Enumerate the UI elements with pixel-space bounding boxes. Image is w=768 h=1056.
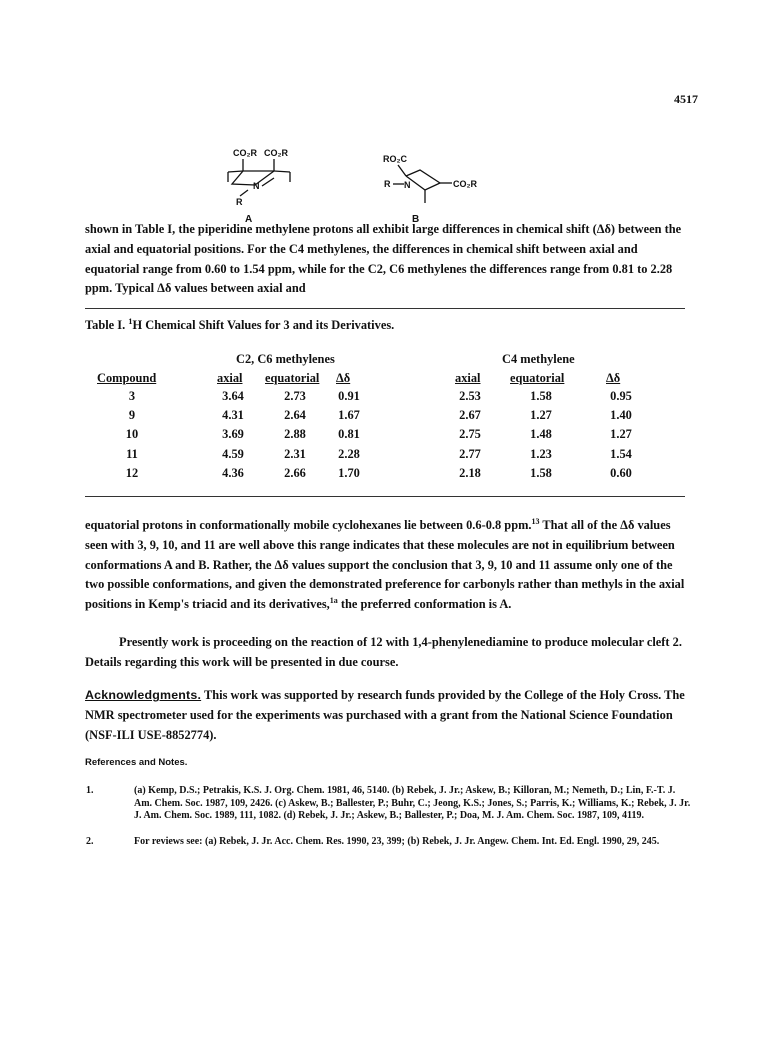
- cell-delta-c4: 1.54: [610, 446, 632, 461]
- structure-b: [383, 154, 477, 225]
- cell-compound: 11: [126, 446, 138, 461]
- cell-equatorial-c2-c6: 2.64: [284, 408, 306, 423]
- structure-a: [228, 148, 290, 225]
- cell-compound: 9: [128, 408, 136, 423]
- cell-axial-c2-c6: 3.69: [222, 427, 244, 442]
- cell-axial-c2-c6: 3.64: [222, 389, 244, 403]
- table-caption-superscript: 1: [128, 315, 133, 326]
- cell-delta-c2-c6: 0.91: [338, 389, 360, 403]
- structure-a-co2r-left: CO₂R: [233, 148, 257, 158]
- cell-axial-c4: 2.75: [459, 427, 481, 442]
- cell-equatorial-c4: 1.58: [530, 389, 552, 403]
- cell-compound: 10: [125, 427, 139, 442]
- cell-delta-c2-c6: 0.81: [338, 427, 360, 442]
- cell-equatorial-c2-c6: 2.31: [284, 446, 306, 461]
- structure-b-r: R: [384, 179, 391, 189]
- structure-a-label: A: [245, 214, 253, 225]
- cell-delta-c4: 1.40: [610, 408, 632, 423]
- table-rule-top: [85, 308, 685, 309]
- cell-axial-c2-c6: 4.59: [222, 446, 244, 461]
- column-axial-c2-c6: axial: [217, 371, 243, 385]
- acknowledgments-text: This work was supported by research funds provided by the College of the Holy Cross. The NMR spectrometer used for the experiments was purchased with a grant from the National Science Foundation (NSF-ILI USE-8852774).: [85, 688, 685, 742]
- structure-a-r: R: [236, 197, 243, 207]
- acknowledgments-paragraph: [85, 686, 689, 745]
- structure-b-co2r: CO₂R: [453, 179, 477, 189]
- group-heading-c2-c6: C2, C6 methylenes: [236, 352, 335, 366]
- paragraph-3: Presently work is proceeding on the reaction of 12 with 1,4-phenylenediamine to produce molecular cleft 2. Details regarding this work will be presented in due course.: [85, 635, 682, 669]
- citation-13: 13: [531, 516, 540, 526]
- column-equatorial-c2-c6: equatorial: [265, 371, 320, 385]
- column-compound: Compound: [97, 371, 157, 385]
- cell-delta-c4: 0.60: [610, 465, 632, 480]
- paragraph-1: shown in Table I, the piperidine methylene protons all exhibit large differences in chemical shift (Δδ) between the axial and equatorial positions. For the C4 methylenes, the differences in chemical shift between axial and equatorial range from 0.60 to 1.54 ppm, while for the C2, C6 methylenes the differences range from 0.81 to 2.28 ppm. Typical Δδ values between axial and: [85, 222, 682, 296]
- cell-delta-c2-c6: 2.28: [338, 446, 360, 461]
- cell-delta-c2-c6: 1.67: [338, 408, 360, 423]
- paragraph-2-part-a: equatorial protons in conformationally mobile cyclohexanes lie between 0.6-0.8 ppm.: [85, 518, 532, 532]
- cell-equatorial-c4: 1.48: [530, 427, 552, 442]
- column-equatorial-c4: equatorial: [510, 371, 565, 385]
- cell-compound: 3: [128, 389, 136, 403]
- references-title: References and Notes.: [85, 757, 188, 768]
- column-delta-c4: Δδ: [606, 371, 621, 385]
- cell-equatorial-c4: 1.58: [530, 465, 552, 480]
- structure-a-co2r-right: CO₂R: [264, 148, 288, 158]
- cell-equatorial-c2-c6: 2.66: [284, 465, 306, 480]
- cell-axial-c2-c6: 4.31: [222, 408, 244, 423]
- acknowledgments-heading: Acknowledgments.: [85, 688, 202, 702]
- cell-axial-c4: 2.67: [459, 408, 481, 423]
- cell-axial-c2-c6: 4.36: [222, 465, 244, 480]
- paragraph-2-part-b: That all of the Δδ values seen with 3, 9, 10, and 11 are well above this range indicates that these molecules are not in equilibrium between conformations A and B. Rather, the Δδ values support the conclusion that 3, 9, 10 and 11 assume only one of the two possible conformations, and given the demonstrated preference for carbonyls rather than methyls in the axial positions in Kemp's triacid and its derivatives,: [85, 518, 685, 612]
- column-delta-c2-c6: Δδ: [336, 371, 351, 385]
- cell-axial-c4: 2.77: [459, 446, 481, 461]
- structure-b-label: B: [412, 214, 420, 225]
- cell-delta-c4: 1.27: [610, 427, 632, 442]
- cell-delta-c2-c6: 1.70: [338, 465, 360, 480]
- paragraph-2-part-c: the preferred conformation is A.: [337, 597, 512, 612]
- citation-1a: 1a: [329, 596, 338, 606]
- column-axial-c4: axial: [455, 371, 481, 385]
- cell-axial-c4: 2.18: [459, 465, 481, 480]
- table-caption-text: H Chemical Shift Values for 3 and its Derivatives.: [132, 318, 395, 332]
- table-caption: [85, 315, 395, 333]
- structure-b-ro2c: RO₂C: [383, 154, 407, 164]
- cell-equatorial-c2-c6: 2.88: [284, 427, 306, 442]
- structure-a-n: N: [253, 181, 260, 191]
- structure-b-n: N: [404, 180, 411, 190]
- cell-delta-c4: 0.95: [610, 389, 632, 403]
- paragraph-2: [85, 516, 689, 615]
- table-caption-prefix: Table I.: [85, 318, 126, 332]
- cell-axial-c4: 2.53: [459, 389, 481, 403]
- cell-compound: 12: [125, 465, 139, 480]
- group-heading-c4: C4 methylene: [502, 352, 575, 366]
- reference-number: 1.: [86, 785, 94, 796]
- cell-equatorial-c2-c6: 2.73: [284, 389, 306, 403]
- reference-text: For reviews see: (a) Rebek, J. Jr. Acc. Chem. Res. 1990, 23, 399; (b) Rebek, J. Jr. Angew. Chem. Int. Ed. Engl. 1990, 29, 245.: [134, 836, 660, 847]
- reference-number: 2.: [86, 836, 94, 847]
- table-rule-bottom: [85, 496, 685, 497]
- cell-equatorial-c4: 1.23: [530, 446, 552, 461]
- reference-text: (a) Kemp, D.S.; Petrakis, K.S. J. Org. Chem. 1981, 46, 5140. (b) Rebek, J. Jr.; Askew, B.; Killoran, M.; Nemeth, D.; Lin, F.-T. J. Am. Chem. Soc. 1987, 109, 2426. (c) Askew, B.; Ballester, P.; Buhr, C.; Jeong, K.S.; Jones, S.; Parris, K.; Williams, K.; Rebek, J. Jr. J. Am. Chem. Soc. 1989, 111, 1082. (d) Rebek, J. Jr.; Askew, B.; Ballester, P.; Doa, M. J. Am. Chem. Soc. 1987, 109, 4119.: [134, 785, 691, 822]
- cell-equatorial-c4: 1.27: [530, 408, 552, 423]
- structures-figure: [0, 138, 768, 226]
- page-number: 4517: [674, 92, 698, 106]
